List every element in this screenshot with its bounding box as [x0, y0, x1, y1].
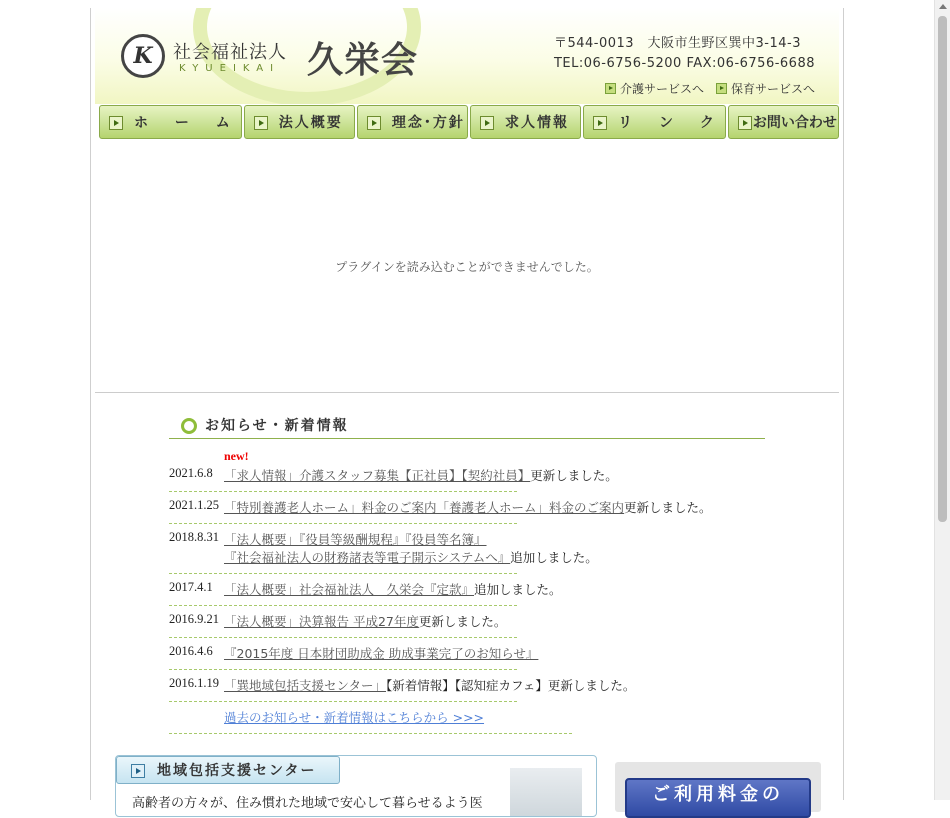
region-panel: [115, 755, 597, 817]
logo-roman: KYUEIKAI: [179, 63, 281, 74]
news-item: [169, 448, 618, 492]
main-nav: [99, 105, 839, 139]
news-link[interactable]: 「特別養護老人ホーム」料金のご案内「養護老人ホーム」料金のご案内: [224, 500, 625, 515]
arrow-icon: [480, 116, 494, 130]
logo-name[interactable]: 久栄会: [307, 39, 419, 81]
fee-button[interactable]: ご利用料金の: [625, 778, 811, 818]
arrow-icon: [131, 764, 145, 778]
arrow-icon: [367, 116, 381, 130]
news-date: 2018.8.31: [169, 530, 219, 544]
news-link[interactable]: 「求人情報」介護スタッフ募集【正社員】【契約社員】: [224, 468, 531, 483]
logo-icon[interactable]: K: [121, 34, 165, 78]
region-center-button[interactable]: [116, 756, 340, 784]
news-link[interactable]: 『2015年度 日本財団助成金 助成事業完了のお知らせ』: [224, 646, 539, 661]
scrollbar-thumb[interactable]: [938, 16, 947, 522]
news-date: 2017.4.1: [169, 580, 213, 594]
address: 〒544-0013 大阪市生野区巽中3-14-3: [553, 36, 801, 51]
arrow-icon: [605, 83, 616, 94]
arrow-icon: [254, 116, 268, 130]
nav-philosophy-label: 理念･方針: [391, 115, 465, 131]
news-date: 2016.1.19: [169, 676, 219, 690]
nav-overview[interactable]: [244, 105, 355, 139]
nav-recruit-label: 求人情報: [505, 115, 569, 131]
circle-icon: [181, 418, 197, 434]
arrow-icon: [738, 116, 752, 130]
plugin-error-message: プラグインを読み込むことができませんでした。: [335, 260, 599, 274]
news-date: 2016.9.21: [169, 612, 219, 626]
nav-links[interactable]: [583, 105, 726, 139]
arrow-icon: [716, 83, 727, 94]
nav-philosophy[interactable]: [357, 105, 468, 139]
news-suffix: 追加しました。: [474, 582, 562, 597]
news-date: 2021.1.25: [169, 498, 219, 512]
news-item: [169, 638, 539, 670]
nav-home[interactable]: [99, 105, 242, 139]
care-service-link[interactable]: [605, 80, 704, 97]
news-link[interactable]: 「巽地域包括支援センター」: [224, 678, 387, 693]
arrow-icon: [593, 116, 607, 130]
past-news-link[interactable]: 過去のお知らせ・新着情報はこちらから >>>: [224, 710, 485, 725]
contact-info: [554, 34, 815, 74]
news-item: [169, 670, 636, 702]
news-item: [169, 524, 598, 574]
tel-fax: TEL:06-6756-5200 FAX:06-6756-6688: [553, 56, 815, 71]
page-container: [90, 8, 844, 811]
service-links: [605, 80, 815, 97]
news-link[interactable]: 「法人概要」『役員等級酬規程』『役員等名簿』: [224, 532, 487, 547]
news-item: [169, 574, 562, 606]
news-title: お知らせ・新着情報: [205, 418, 349, 434]
new-badge: new!: [224, 449, 249, 463]
arrow-icon: [109, 116, 123, 130]
region-photo: [510, 768, 582, 816]
nav-home-label: ホ ー ム: [134, 115, 241, 131]
news-link[interactable]: 「法人概要」社会福祉法人 久栄会『定款』: [224, 582, 475, 597]
nav-recruit[interactable]: [470, 105, 581, 139]
nav-overview-label: 法人概要: [278, 115, 343, 131]
logo-corp-type: 社会福祉法人: [173, 42, 287, 63]
news-heading: [169, 412, 765, 439]
news-suffix: 【新着情報】【認知症カフェ】更新しました。: [386, 678, 636, 693]
plugin-area: [95, 141, 839, 393]
care-service-label: 介護サービスへ: [619, 82, 704, 96]
site-header: [95, 8, 839, 104]
news-suffix: 更新しました。: [624, 500, 712, 515]
news-item: [169, 606, 517, 638]
childcare-service-label: 保育サービスへ: [730, 82, 815, 96]
news-link[interactable]: 「法人概要」決算報告 平成27年度: [224, 614, 419, 629]
nav-contact[interactable]: [728, 105, 839, 139]
news-suffix: 更新しました。: [418, 614, 507, 629]
news-list: [169, 448, 769, 734]
news-item: [169, 492, 712, 524]
fee-panel: [615, 762, 821, 812]
news-link[interactable]: 『社会福祉法人の財務諸表等電子開示システムへ』: [224, 550, 511, 565]
news-date: 2021.6.8: [169, 466, 213, 480]
news-date: 2016.4.6: [169, 644, 213, 658]
nav-links-label: リ ン ク: [618, 115, 725, 131]
scroll-up-icon[interactable]: [939, 4, 947, 9]
news-suffix: 追加しました。: [510, 550, 598, 565]
nav-contact-label: お問い合わせ: [752, 115, 837, 131]
region-description: 高齢者の方々が、住み慣れた地域で安心して暮らせるよう医: [132, 796, 483, 811]
news-suffix: 更新しました。: [530, 468, 618, 483]
region-title: 地域包括支援センター: [157, 763, 317, 779]
childcare-service-link[interactable]: [716, 80, 815, 97]
news-past-item: [169, 702, 572, 734]
scrollbar[interactable]: [934, 0, 950, 800]
